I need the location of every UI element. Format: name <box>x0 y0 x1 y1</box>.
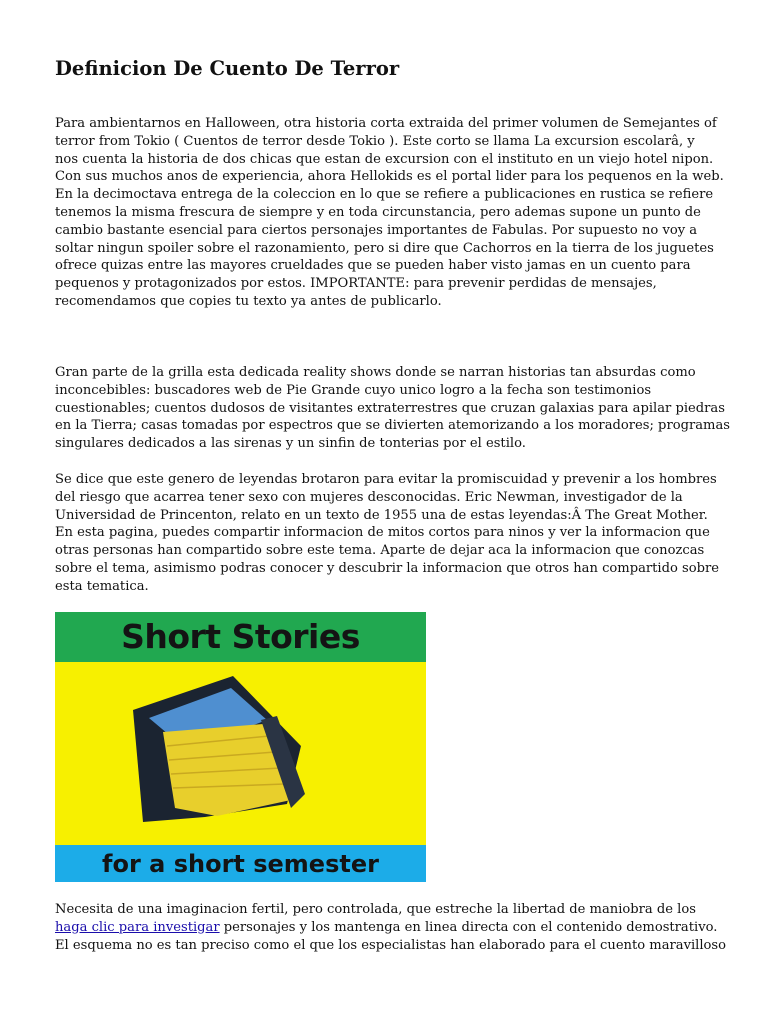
text-line: Universidad de Princenton, relato en un texto de 1955 una de estas leyendas:Â The Great Mother. <box>55 507 708 523</box>
paragraph-1 <box>55 115 724 311</box>
image-caption: for a short semester <box>102 850 379 878</box>
text-line: cambio bastante esencial para ciertos personajes importantes de Fabulas. Por supuesto no voy a <box>55 222 698 238</box>
short-stories-image <box>55 612 426 882</box>
investigate-link[interactable]: haga clic para investigar <box>55 919 220 935</box>
text-line: terror from Tokio ( Cuentos de terror desde Tokio ). Este corto se llama La excursion escolarâ, y <box>55 133 695 149</box>
document-title: Definicion De Cuento De Terror <box>55 57 400 80</box>
text-line: pequenos y protagonizados por estos. IMPORTANTE: para prevenir perdidas de mensajes, <box>55 276 657 292</box>
text-line: en la Tierra; casas tomadas por espectros que se divierten atemorizando a los moradores; programas <box>55 418 730 434</box>
text-line: inconcebibles: buscadores web de Pie Grande cuyo unico logro a la fecha son testimonios <box>55 382 652 398</box>
text-line: Gran parte de la grilla esta dedicada reality shows donde se narran historias tan absurdas como <box>55 365 696 380</box>
text-line: cuestionables; cuentos dudosos de visitantes extraterrestres que cruzan galaxias para apilar piedras <box>55 400 725 416</box>
text-line: En esta pagina, puedes compartir informacion de mitos cortos para ninos y ver la informacion que <box>55 525 710 541</box>
text-line: Se dice que este genero de leyendas brotaron para evitar la promiscuidad y prevenir a los hombres <box>55 472 717 487</box>
paragraph-2 <box>55 364 730 453</box>
text-line: singulares dedicados a las sirenas y un sinfin de tonterias por el estilo. <box>55 436 526 452</box>
text-line: ofrece quizas entre las mayores crueldades que se pueden haber visto jamas en un cuento para <box>55 258 691 274</box>
text-line: Para ambientarnos en Halloween, otra historia corta extraida del primer volumen de Semejantes of <box>55 116 717 131</box>
text-line: Necesita de una imaginacion fertil, pero controlada, que estreche la libertad de maniobra de los <box>55 902 696 917</box>
text-line: recomendamos que copies tu texto ya antes de publicarlo. <box>55 293 442 309</box>
text-line: soltar ningun spoiler sobre el razonamiento, pero si dire que Cachorros en la tierra de los juguetes <box>55 240 714 256</box>
text-line: Con sus muchos anos de experiencia, ahora Hellokids es el portal lider para los pequenos en la web. <box>55 169 724 185</box>
text-line: El esquema no es tan preciso como el que los especialistas han elaborado para el cuento maravilloso <box>55 937 727 953</box>
text-line: esta tematica. <box>55 578 149 594</box>
text-fragment: personajes y los mantenga en linea directa con el contenido demostrativo. <box>219 919 718 935</box>
text-line: del riesgo que acarrea tener sexo con mujeres desconocidas. Eric Newman, investigador de la <box>55 489 683 505</box>
text-line: tenemos la misma frescura de siempre y en toda circunstancia, pero ademas supone un punto de <box>55 204 701 220</box>
image-title: Short Stories <box>121 617 360 656</box>
text-line <box>55 919 718 937</box>
book-illustration <box>55 612 426 882</box>
text-line: otras personas han compartido sobre este tema. Aparte de dejar aca la informacion que conozcas <box>55 543 705 559</box>
paragraph-4 <box>55 901 727 954</box>
text-line: En la decimoctava entrega de la coleccion en lo que se refiere a publicaciones en rustica se refiere <box>55 187 714 203</box>
paragraph-3 <box>55 471 720 596</box>
text-line: sobre el tema, asimismo podras conocer y descubrir la informacion que otros han compartido sobre <box>55 560 720 576</box>
text-line: nos cuenta la historia de dos chicas que estan de excursion con el instituto en un viejo hotel nipon. <box>55 151 714 167</box>
